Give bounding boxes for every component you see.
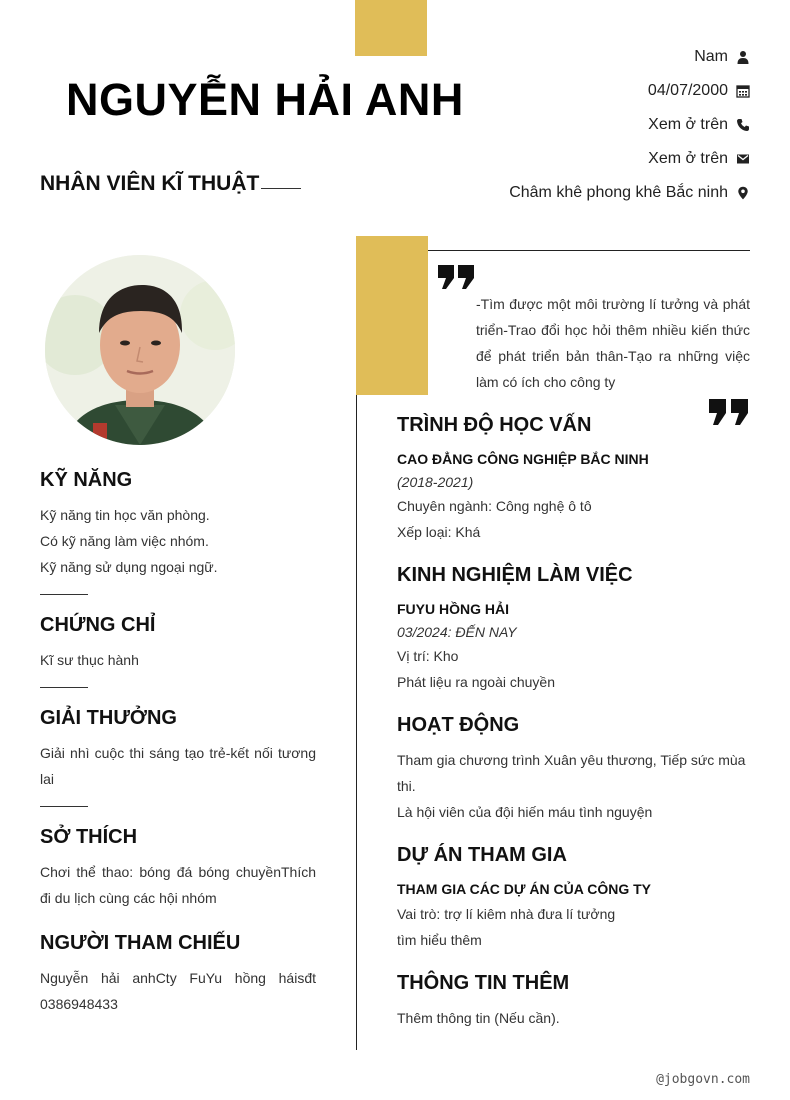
experience-section	[397, 561, 750, 695]
activity-item: Là hội viên của đội hiến máu tình nguyện	[397, 804, 653, 820]
project-role: Vai trò: trợ lí kiêm nhà đưa lí tưởng	[397, 906, 616, 922]
education-section	[397, 411, 750, 545]
projects-title: DỰ ÁN THAM GIA	[397, 844, 567, 866]
accent-block-top	[355, 0, 427, 56]
activities-title: HOẠT ĐỘNG	[397, 714, 520, 736]
job-title-text: NHÂN VIÊN KĨ THUẬT	[40, 172, 260, 195]
hobby-item: Chơi thể thao: bóng đá bóng chuyềnThích đi du lịch cùng các hội nhóm	[40, 864, 316, 906]
contact-info	[420, 40, 750, 210]
extra-title: THÔNG TIN THÊM	[397, 972, 570, 994]
job-title-underline	[261, 188, 301, 189]
experience-position: Vị trí: Kho	[397, 648, 459, 664]
awards-title: GIẢI THƯỞNG	[40, 707, 177, 729]
reference-item: Nguyễn hải anhCty FuYu hồng háisđt 0386948433	[40, 970, 316, 1012]
contact-address	[420, 176, 750, 210]
education-rank: Xếp loại: Khá	[397, 524, 481, 540]
right-column	[397, 411, 750, 1031]
experience-period: 03/2024: ĐẾN NAY	[397, 624, 517, 640]
job-title	[40, 172, 301, 196]
skills-title: KỸ NĂNG	[40, 469, 133, 491]
activities-section	[397, 711, 750, 825]
project-name: THAM GIA CÁC DỰ ÁN CỦA CÔNG TY	[397, 881, 652, 897]
contact-phone	[420, 108, 750, 142]
section-rule	[40, 806, 88, 807]
calendar-icon	[736, 84, 750, 98]
school-name: CAO ĐẲNG CÔNG NGHIỆP BẮC NINH	[397, 451, 649, 467]
quote-open-icon	[437, 264, 477, 290]
hobbies-section	[40, 823, 316, 911]
skill-item: Có kỹ năng làm việc nhóm.	[40, 533, 209, 549]
project-desc: tìm hiểu thêm	[397, 932, 482, 948]
left-column	[40, 466, 316, 1017]
company-name: FUYU HỒNG HẢI	[397, 601, 509, 617]
education-period: (2018-2021)	[397, 474, 474, 490]
candidate-name: NGUYỄN HẢI ANH	[66, 74, 464, 125]
watermark: @jobgovn.com	[656, 1072, 750, 1087]
gender-text: Nam	[694, 48, 728, 65]
contact-birthday	[420, 74, 750, 108]
column-divider	[356, 395, 357, 1050]
experience-duty: Phát liệu ra ngoài chuyền	[397, 674, 555, 690]
awards-section	[40, 704, 316, 792]
certificate-item: Kĩ sư thục hành	[40, 652, 139, 668]
education-major: Chuyên ngành: Công nghệ ô tô	[397, 498, 592, 514]
avatar	[45, 255, 235, 445]
phone-text: Xem ở trên	[648, 116, 728, 133]
extra-text: Thêm thông tin (Nếu cần).	[397, 1010, 560, 1026]
projects-section	[397, 841, 750, 953]
section-rule	[40, 687, 88, 688]
phone-icon	[736, 118, 750, 132]
address-text: Châm khê phong khê Bắc ninh	[509, 184, 728, 201]
location-pin-icon	[736, 186, 750, 200]
references-title: NGƯỜI THAM CHIẾU	[40, 932, 241, 954]
hobbies-title: SỞ THÍCH	[40, 826, 138, 848]
section-rule	[40, 594, 88, 595]
avatar-portrait-icon	[45, 255, 235, 445]
contact-email	[420, 142, 750, 176]
skill-item: Kỹ năng sử dụng ngoại ngữ.	[40, 559, 218, 575]
objective-rule	[428, 250, 750, 251]
certificates-title: CHỨNG CHỈ	[40, 614, 156, 636]
experience-title: KINH NGHIỆM LÀM VIỆC	[397, 564, 633, 586]
education-title: TRÌNH ĐỘ HỌC VẤN	[397, 414, 592, 436]
certificates-section	[40, 611, 316, 673]
contact-gender	[420, 40, 750, 74]
accent-block-objective	[356, 236, 428, 395]
skills-section	[40, 466, 316, 580]
mail-icon	[736, 152, 750, 166]
references-section	[40, 929, 316, 1017]
person-icon	[736, 50, 750, 64]
birthday-text: 04/07/2000	[647, 82, 728, 99]
skill-item: Kỹ năng tin học văn phòng.	[40, 507, 210, 523]
award-item: Giải nhì cuộc thi sáng tạo trẻ-kết nối tương lai	[40, 745, 316, 787]
career-objective: -Tìm được một môi trường lí tưởng và phát triển-Trao đổi học hỏi thêm nhiều kiến thức để phát triển bản thân-Tạo ra những việc làm có ích cho công ty	[476, 296, 750, 390]
activity-item: Tham gia chương trình Xuân yêu thương, Tiếp sức mùa thi.	[397, 752, 746, 794]
email-text: Xem ở trên	[648, 150, 728, 167]
extra-section	[397, 969, 750, 1031]
